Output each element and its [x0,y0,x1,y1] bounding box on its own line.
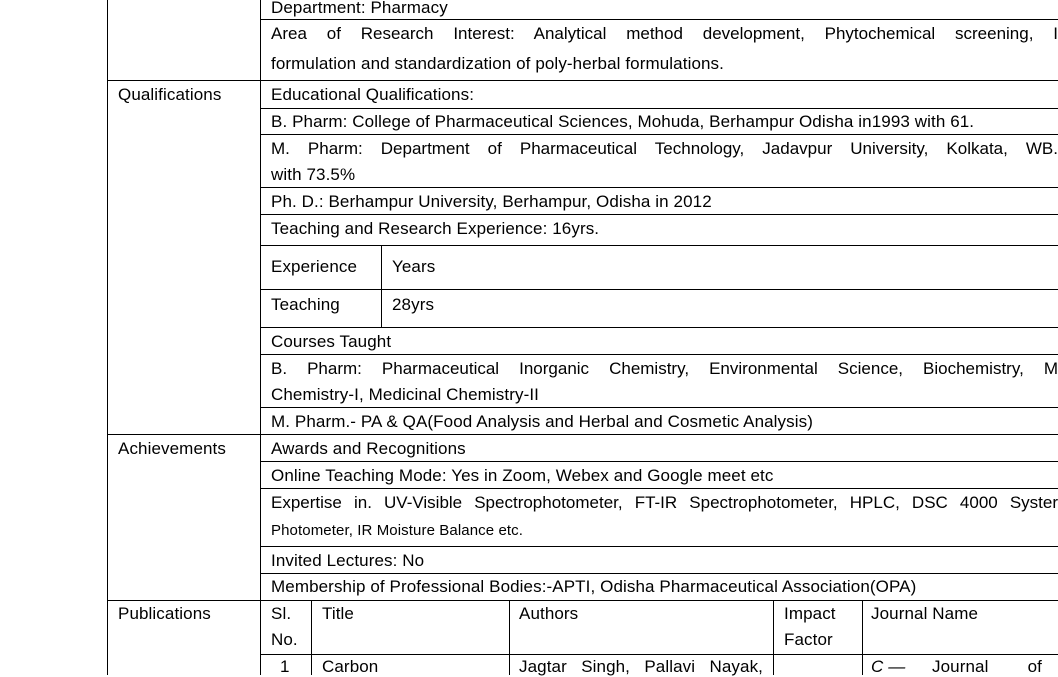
professional-membership: Membership of Professional Bodies:-APTI, Odisha Pharmaceutical Association(OPA) [271,577,917,596]
department-text: Department: Pharmacy [271,0,448,17]
experience-heading: Teaching and Research Experience: 16yrs. [271,219,600,238]
research-interest-line1: Area of Research Interest: Analytical method development, Phytochemical screening, I [271,24,1058,43]
pub-header-journal: Journal Name [871,604,979,623]
section-divider [107,80,1058,81]
pub-header-authors: Authors [519,604,579,623]
courses-bpharm-line2: Chemistry-I, Medicinal Chemistry-II [271,385,539,404]
bpharm-qualification: B. Pharm: College of Pharmaceutical Sciences, Mohuda, Berhampur Odisha in1993 with 61. [271,112,975,131]
row-divider [260,134,1058,135]
mpharm-qualification-line1: M. Pharm: Department of Pharmaceutical Technology, Jadavpur University, Kolkata, WB. [271,139,1058,158]
phd-qualification: Ph. D.: Berhampur University, Berhampur, Odisha in 2012 [271,192,712,211]
qualifications-label: Qualifications [118,85,222,104]
courses-taught-heading: Courses Taught [271,332,392,351]
pub-header-divider [260,654,1058,655]
online-teaching-mode: Online Teaching Mode: Yes in Zoom, Webex and Google meet etc [271,466,774,485]
courses-bpharm-line1: B. Pharm: Pharmaceutical Inorganic Chemistry, Environmental Science, Biochemistry, M [271,359,1058,378]
expertise-line2: Photometer, IR Moisture Balance etc. [271,522,524,539]
section-divider [107,600,1058,601]
pub-col-divider-3 [773,600,774,675]
row-divider [260,488,1058,489]
row-divider [260,407,1058,408]
experience-row-years: 28yrs [392,295,435,314]
pub-header-impact-line2: Factor [784,630,833,649]
awards-heading: Awards and Recognitions [271,439,466,458]
achievements-label: Achievements [118,439,226,458]
row-divider [260,108,1058,109]
publications-label: Publications [118,604,211,623]
row-divider [260,546,1058,547]
pub-header-impact-line1: Impact [784,604,836,623]
pub-row-sl: 1 [280,657,290,676]
row-divider [260,327,1058,328]
pub-row-authors: Jagtar Singh, Pallavi Nayak, [519,657,763,676]
pub-col-divider-4 [862,600,863,675]
educational-qualifications-heading: Educational Qualifications: [271,85,475,104]
row-divider [260,573,1058,574]
experience-row-label: Teaching [271,295,340,314]
pub-row-title: Carbon [322,657,379,676]
research-interest-line2: formulation and standardization of poly-herbal formulations. [271,54,724,73]
row-divider [260,461,1058,462]
row-divider [260,289,1058,290]
pub-header-title: Title [322,604,354,623]
row-divider [260,187,1058,188]
invited-lectures: Invited Lectures: No [271,551,425,570]
courses-mpharm: M. Pharm.- PA & QA(Food Analysis and Herbal and Cosmetic Analysis) [271,412,813,431]
pub-row-journal-c: C — [871,657,906,676]
experience-table-divider [381,245,382,327]
pub-col-divider-2 [509,600,510,675]
mpharm-qualification-line2: with 73.5% [271,165,356,184]
expertise-line1: Expertise in. UV-Visible Spectrophotometer, FT-IR Spectrophotometer, HPLC, DSC 4000 Syster [271,493,1058,512]
experience-header-years: Years [392,257,436,276]
row-divider [260,245,1058,246]
experience-header-label: Experience [271,257,358,276]
pub-header-sl-line1: Sl. [271,604,292,623]
pub-col-divider-1 [311,600,312,675]
row-divider [260,19,1058,20]
table-border-left [107,0,108,675]
row-divider [260,354,1058,355]
section-divider [107,434,1058,435]
pub-row-journal-rest: Journal of [932,657,1042,676]
row-divider [260,214,1058,215]
pub-header-sl-line2: No. [271,630,298,649]
